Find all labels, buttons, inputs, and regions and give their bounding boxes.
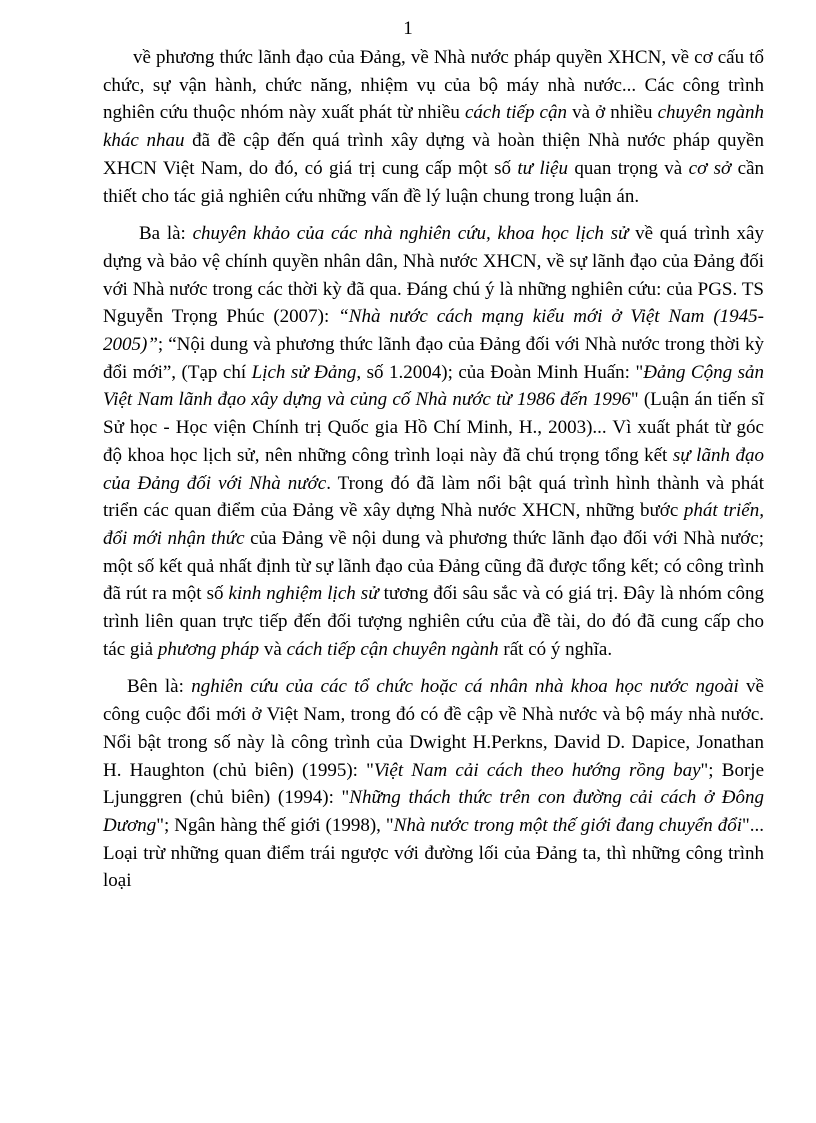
italic-run: chuyên ngành khác nhau [103, 102, 764, 152]
text-run: " (Luận án tiến sĩ Sử học - Học viện Chính trị Quốc gia Hồ Chí Minh, H., 2003)... Vì xuất phát từ góc độ khoa học lịch sử, nên những công trình loại này đã chú trọng tổng kết [103, 389, 764, 466]
italic-run: cách tiếp cận [464, 102, 567, 124]
paragraph-1 [103, 44, 764, 210]
text-run: . Trong đó đã làm nổi bật quá trình hình thành và phát triển các quan điểm của Đảng về xây dựng Nhà nước XHCN, những bước [103, 472, 764, 522]
text-run: về công cuộc đổi mới ở Việt Nam, trong đó có đề cập về Nhà nước và bộ máy nhà nước. Nổi bật trong số này là công trình của Dwight H.Perkns, David D. Dapice, Jonathan H. Haughton (chủ biên) (1995): " [103, 676, 764, 781]
text-run: ; “Nội dung và phương thức lãnh đạo của Đảng đối với Nhà nước trong thời kỳ đổi mới”, (Tạp chí [103, 334, 764, 383]
text-run: và [259, 638, 287, 660]
text-run: về phương thức lãnh đạo của Đảng, về Nhà nước pháp quyền XHCN, về cơ cấu tổ chức, sự vận hành, chức năng, nhiệm vụ của bộ máy nhà nước... Các công trình nghiên cứu thuộc nhóm này xuất phát từ nhiều [103, 47, 764, 124]
italic-run: tư liệu [517, 157, 568, 179]
text-run: Ba là: [139, 223, 193, 245]
text-run: cần thiết cho tác giả nghiên cứu những vấn đề lý luận chung trong luận án. [103, 157, 764, 207]
text-run: , số 1.2004); của Đoàn Minh Huấn: " [356, 361, 644, 383]
text-run: tương đối sâu sắc và có giá trị. Đây là nhóm công trình liên quan trực tiếp đến đối tượng nghiên cứu của đề tài, do đó đã cung cấp cho tác giả [103, 583, 764, 660]
italic-run: cách tiếp cận chuyên ngành [286, 638, 499, 660]
italic-run: Những thách thức trên con đường cải cách ở Đông Dương [103, 787, 764, 836]
text-run: đã đề cập đến quá trình xây dựng và hoàn thiện Nhà nước pháp quyền XHCN Việt Nam, do đó, có giá trị cung cấp một số [103, 130, 764, 179]
italic-run: Lịch sử Đảng [251, 361, 357, 383]
text-run: về quá trình xây dựng và bảo vệ chính quyền nhân dân, Nhà nước XHCN, về sự lãnh đạo của Đảng đối với Nhà nước trong các thời kỳ đã qua. Đáng chú ý là những nghiên cứu: của PGS. TS Nguyễn Trọng Phúc (2007): [103, 223, 764, 328]
italic-run: “Nhà nước cách mạng kiểu mới ở Việt Nam (1945-2005)” [103, 306, 764, 356]
text-run: và ở nhiều [566, 102, 658, 124]
italic-run: phát triển, đổi mới nhận thức [103, 500, 764, 549]
italic-run: Nhà nước trong một thế giới đang chuyển đổi [393, 814, 742, 836]
italic-run: cơ sở [688, 157, 732, 179]
text-run: "; Ngân hàng thế giới (1998), " [156, 814, 394, 836]
body-text [103, 44, 764, 895]
text-run: "... Loại trừ những quan điểm trái ngược với đường lối của Đảng ta, thì những công trình loại [103, 814, 764, 892]
text-run: của Đảng về nội dung và phương thức lãnh đạo đối với Nhà nước; một số kết quả nhất định từ sự lãnh đạo của Đảng cũng đã được tổng kết; có công trình đã rút ra một số [103, 527, 765, 605]
italic-run: phương pháp [157, 638, 260, 660]
italic-run: Việt Nam cải cách theo hướng rồng bay [373, 759, 701, 781]
text-run: "; Borje Ljunggren (chủ biên) (1994): " [103, 759, 764, 809]
italic-run: nghiên cứu của các tổ chức hoặc cá nhân nhà khoa học nước ngoài [191, 676, 739, 698]
paragraph-2 [103, 220, 764, 663]
italic-run: chuyên khảo của các nhà nghiên cứu, khoa học lịch sử [192, 223, 629, 245]
italic-run: kinh nghiệm lịch sử [228, 583, 379, 605]
italic-run: sự lãnh đạo của Đảng đối với Nhà nước [103, 444, 764, 494]
text-run: rất có ý nghĩa. [498, 638, 613, 660]
italic-run: Đảng Cộng sản Việt Nam lãnh đạo xây dựng và củng cố Nhà nước từ 1986 đến 1996 [103, 361, 764, 411]
paragraph-3 [103, 673, 764, 895]
page-number: 1 [403, 18, 413, 39]
text-run: Bên là: [127, 676, 192, 698]
text-run: quan trọng và [567, 157, 689, 179]
